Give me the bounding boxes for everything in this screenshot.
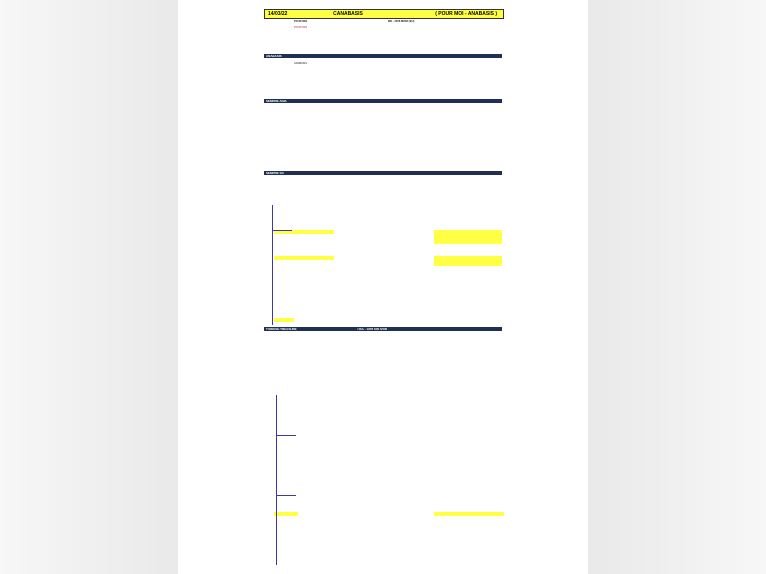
title-bar [264,9,504,19]
highlight-row-3 [274,318,294,322]
pedigree-branch-2 [276,435,296,436]
third-dam-bar: SEMPRE SO [264,171,502,175]
sire-name-red: POUR MOI [294,26,308,29]
highlight-row-2 [274,256,334,260]
horse-name: CANABASIS [333,11,363,17]
highlight-block-2 [434,256,502,266]
dam-bar: ANABASIS [264,54,502,58]
document-date: 14/03/22 [268,11,288,17]
highlight-block-1 [434,230,502,244]
pedigree-line-1 [272,205,273,325]
pedigree-branch-3 [276,495,296,496]
fourth-dam-bar: TURKISH TREASURE USA - 1978 SIR IVOR [264,327,502,331]
highlight-row-5 [434,512,504,516]
pedigree-branch-1 [272,230,292,231]
pedigree-page [178,0,588,574]
pedigree-line-2 [276,395,277,565]
highlight-row-4 [274,512,298,516]
dam-name: ANABASIS [294,62,307,65]
sire-row: POUR MOI IRE - 2008 MONT.(EU) [294,20,415,23]
sire-dam-note: ( POUR MOI - ANABASIS ) [435,11,497,17]
left-margin [0,0,178,574]
right-margin [588,0,766,574]
second-dam-bar: SEMPRE ANIA [264,99,502,103]
